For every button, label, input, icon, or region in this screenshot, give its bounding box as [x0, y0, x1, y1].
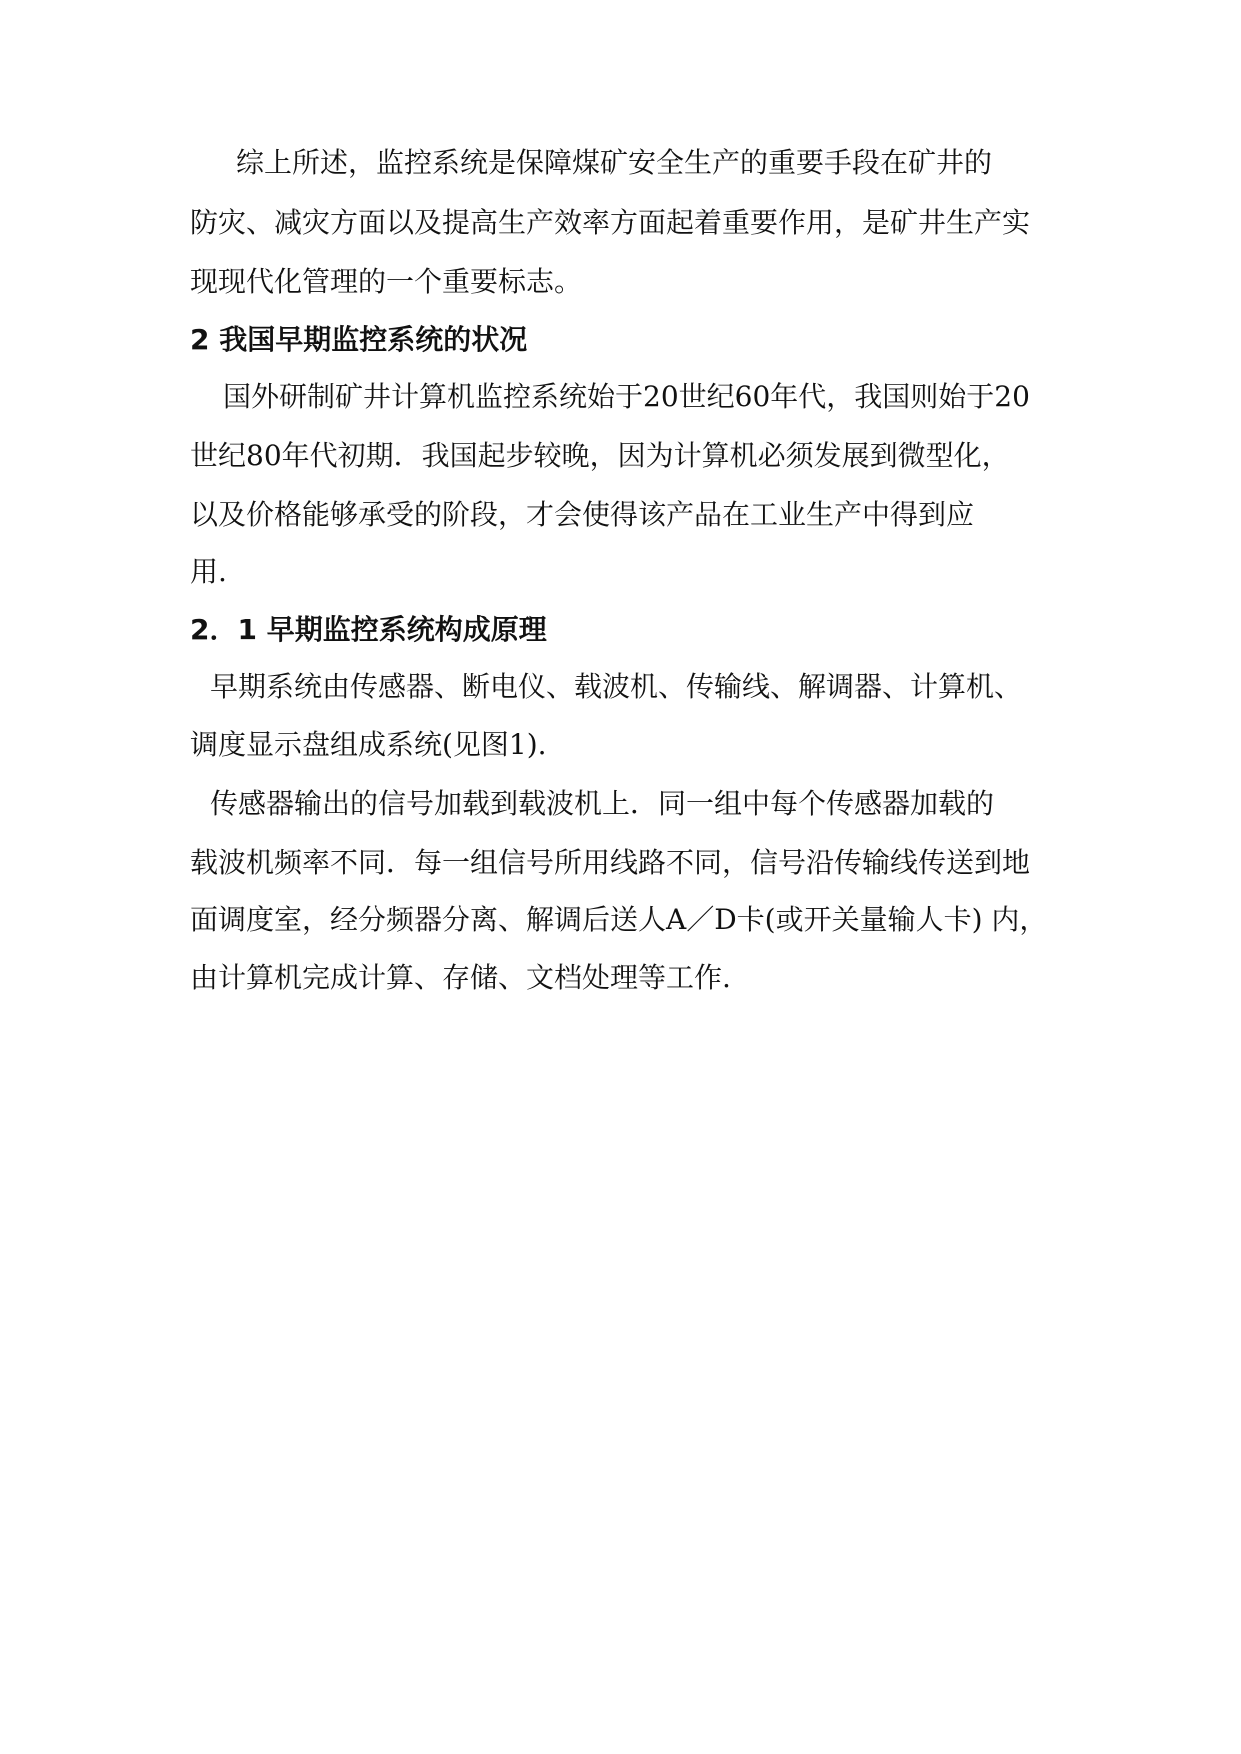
paragraph-4-line-1: 传感器输出的信号加载到载波机上．同一组中每个传感器加载的	[210, 787, 995, 820]
paragraph-2-line-1: 国外研制矿井计算机监控系统始于20世纪60年代，我国则始于20	[223, 380, 1030, 413]
paragraph-2-line-4: 用.	[190, 555, 227, 588]
section-heading-2-1: 2．1 早期监控系统构成原理	[190, 613, 547, 646]
paragraph-1-line-1: 综上所述，监控系统是保障煤矿安全生产的重要手段在矿井的	[236, 146, 993, 179]
paragraph-2-line-3: 以及价格能够承受的阶段，才会使得该产品在工业生产中得到应	[190, 498, 975, 531]
paragraph-4-line-4: 由计算机完成计算、存储、文档处理等工作.	[190, 961, 731, 994]
paragraph-3-line-1: 早期系统由传感器、断电仪、载波机、传输线、解调器、计算机、	[210, 670, 1023, 703]
paragraph-4-line-2: 载波机频率不同．每一组信号所用线路不同，信号沿传输线传送到地	[190, 846, 1031, 879]
paragraph-2-line-2: 世纪80年代初期．我国起步较晚，因为计算机必须发展到微型化，	[190, 439, 1010, 472]
section-heading-2: 2 我国早期监控系统的状况	[190, 323, 528, 356]
paragraph-1-line-2: 防灾、减灾方面以及提高生产效率方面起着重要作用，是矿井生产实	[190, 206, 1031, 239]
paragraph-1-line-3: 现现代化管理的一个重要标志。	[190, 265, 583, 298]
paragraph-4-line-3: 面调度室，经分频器分离、解调后送人A／D卡(或开关量输人卡) 内，	[190, 903, 1048, 936]
paragraph-3-line-2: 调度显示盘组成系统(见图1).	[190, 728, 547, 761]
